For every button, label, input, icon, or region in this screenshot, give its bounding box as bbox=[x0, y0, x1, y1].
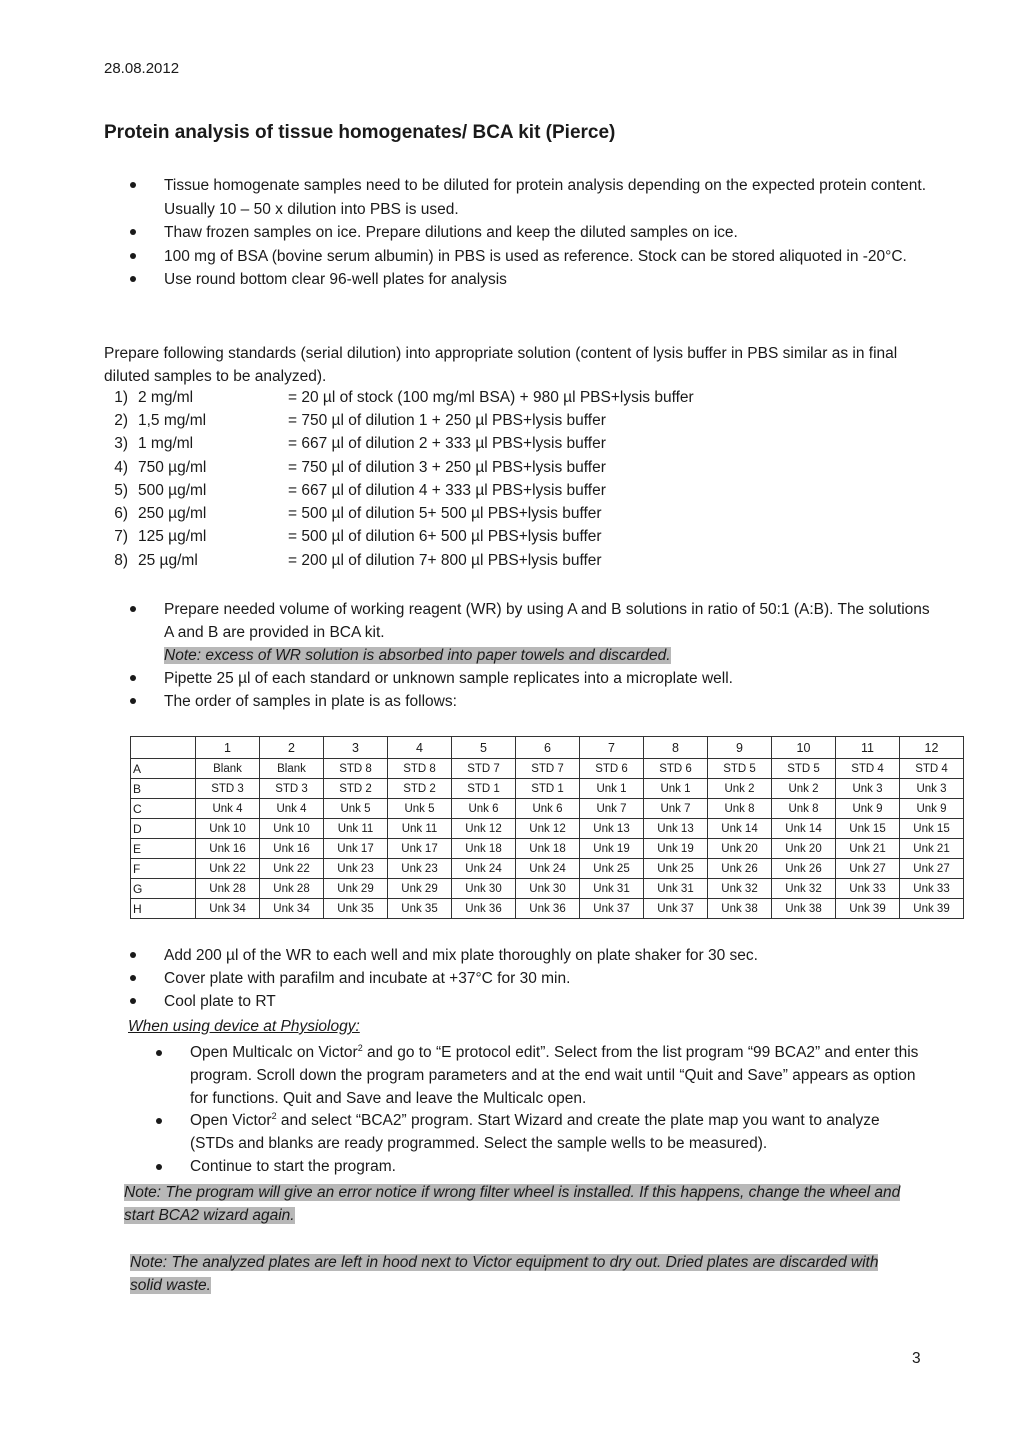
standard-recipe: = 667 µl of dilution 2 + 333 µl PBS+lysis buffer bbox=[288, 435, 606, 453]
well-cell: Unk 39 bbox=[836, 899, 900, 919]
well-cell: Unk 2 bbox=[708, 779, 772, 799]
standard-recipe: = 667 µl of dilution 4 + 333 µl PBS+lysis buffer bbox=[288, 481, 606, 499]
row-label: B bbox=[131, 779, 196, 799]
column-header: 2 bbox=[260, 737, 324, 759]
column-header: 8 bbox=[644, 737, 708, 759]
well-cell: Unk 13 bbox=[580, 819, 644, 839]
well-cell: Unk 34 bbox=[260, 899, 324, 919]
well-cell: Unk 23 bbox=[388, 859, 452, 879]
well-cell: Unk 27 bbox=[900, 859, 964, 879]
well-cell: Unk 11 bbox=[388, 819, 452, 839]
standard-recipe: = 20 µl of stock (100 mg/ml BSA) + 980 µl PBS+lysis buffer bbox=[288, 388, 694, 406]
list-item bbox=[130, 1042, 920, 1110]
text: Open Multicalc on Victor bbox=[190, 1044, 358, 1061]
table-row bbox=[131, 799, 964, 819]
well-cell: STD 2 bbox=[324, 779, 388, 799]
wr-note: Note: excess of WR solution is absorbed into paper towels and discarded. bbox=[164, 647, 671, 664]
well-cell: STD 5 bbox=[708, 759, 772, 779]
well-cell: Unk 22 bbox=[260, 859, 324, 879]
note-text: Note: The analyzed plates are left in hood next to Victor equipment to dry out. Dried plates are discarded with solid waste. bbox=[130, 1254, 879, 1294]
well-cell: Unk 25 bbox=[644, 859, 708, 879]
well-cell: Unk 15 bbox=[900, 819, 964, 839]
column-header: 10 bbox=[772, 737, 836, 759]
standard-number: 4) bbox=[114, 458, 128, 476]
well-cell: Unk 21 bbox=[836, 839, 900, 859]
well-cell: Unk 12 bbox=[516, 819, 580, 839]
list-item: Tissue homogenate samples need to be diluted for protein analysis depending on the expected protein content. Usually 10 – 50 x dilution into PBS is used. bbox=[104, 174, 934, 221]
well-cell: Unk 1 bbox=[644, 779, 708, 799]
column-header: 9 bbox=[708, 737, 772, 759]
page-number: 3 bbox=[912, 1350, 921, 1367]
well-cell: Unk 12 bbox=[452, 819, 516, 839]
column-header: 7 bbox=[580, 737, 644, 759]
well-cell: Unk 38 bbox=[708, 899, 772, 919]
well-cell: STD 1 bbox=[516, 779, 580, 799]
well-cell: Unk 29 bbox=[388, 879, 452, 899]
column-header: 5 bbox=[452, 737, 516, 759]
well-cell: Unk 29 bbox=[324, 879, 388, 899]
table-row bbox=[131, 819, 964, 839]
well-cell: Unk 15 bbox=[836, 819, 900, 839]
standard-number: 5) bbox=[114, 481, 128, 499]
well-cell: Unk 1 bbox=[580, 779, 644, 799]
intro-bullet-list bbox=[104, 174, 934, 292]
row-label: E bbox=[131, 839, 196, 859]
well-cell: Unk 19 bbox=[580, 839, 644, 859]
well-cell: Unk 36 bbox=[452, 899, 516, 919]
well-cell: Unk 14 bbox=[708, 819, 772, 839]
well-cell: STD 4 bbox=[836, 759, 900, 779]
well-cell: Unk 24 bbox=[516, 859, 580, 879]
standard-row bbox=[104, 502, 694, 525]
table-row bbox=[131, 859, 964, 879]
well-cell: STD 2 bbox=[388, 779, 452, 799]
well-cell: Unk 31 bbox=[580, 879, 644, 899]
well-cell: Unk 36 bbox=[516, 899, 580, 919]
well-cell: Unk 5 bbox=[324, 799, 388, 819]
row-label: H bbox=[131, 899, 196, 919]
list-item bbox=[130, 1110, 920, 1156]
wr-text: Prepare needed volume of working reagent (WR) by using A and B solutions in ratio of 50:1 (A:B). The solutions A and B are provided in BCA kit. bbox=[164, 601, 930, 641]
well-cell: Unk 37 bbox=[644, 899, 708, 919]
well-cell: Unk 4 bbox=[196, 799, 260, 819]
well-cell: Blank bbox=[260, 759, 324, 779]
well-cell: Unk 39 bbox=[900, 899, 964, 919]
well-cell: Blank bbox=[196, 759, 260, 779]
column-header: 4 bbox=[388, 737, 452, 759]
table-row bbox=[131, 899, 964, 919]
well-cell: Unk 2 bbox=[772, 779, 836, 799]
well-cell: Unk 33 bbox=[900, 879, 964, 899]
column-header: 3 bbox=[324, 737, 388, 759]
text: and go to “E protocol edit”. Select from the list program “99 BCA2” and enter this program. Scroll down the program parameters and at the end wait until “Quit and Save” appears as option for functions. Quit and Save and leave the Multicalc open. bbox=[190, 1044, 919, 1107]
well-cell: Unk 16 bbox=[196, 839, 260, 859]
well-cell: Unk 27 bbox=[836, 859, 900, 879]
standard-number: 2) bbox=[114, 411, 128, 429]
well-cell: Unk 33 bbox=[836, 879, 900, 899]
list-item: Pipette 25 µl of each standard or unknown sample replicates into a microplate well. bbox=[104, 667, 934, 690]
superscript: 2 bbox=[271, 1111, 277, 1122]
row-label: A bbox=[131, 759, 196, 779]
well-cell: Unk 18 bbox=[452, 839, 516, 859]
well-cell: STD 1 bbox=[452, 779, 516, 799]
standard-number: 7) bbox=[114, 528, 128, 546]
well-cell: Unk 8 bbox=[772, 799, 836, 819]
standard-number: 6) bbox=[114, 505, 128, 523]
standard-concentration: 25 µg/ml bbox=[138, 551, 198, 569]
standards-intro: Prepare following standards (serial dilution) into appropriate solution (content of lysis buffer in PBS similar as in final diluted samples to be analyzed). bbox=[104, 345, 898, 385]
list-item: Cool plate to RT bbox=[104, 990, 934, 1013]
list-item bbox=[104, 598, 934, 667]
standard-recipe: = 500 µl of dilution 5+ 500 µl PBS+lysis buffer bbox=[288, 505, 602, 523]
table-row bbox=[131, 779, 964, 799]
well-cell: Unk 17 bbox=[388, 839, 452, 859]
standard-concentration: 1 mg/ml bbox=[138, 435, 194, 453]
document-date: 28.08.2012 bbox=[104, 60, 180, 77]
well-cell: Unk 20 bbox=[708, 839, 772, 859]
standard-concentration: 2 mg/ml bbox=[138, 388, 194, 406]
well-cell: Unk 30 bbox=[516, 879, 580, 899]
well-cell: Unk 9 bbox=[900, 799, 964, 819]
well-cell: STD 3 bbox=[260, 779, 324, 799]
standard-recipe: = 750 µl of dilution 3 + 250 µl PBS+lysis buffer bbox=[288, 458, 606, 476]
standard-row bbox=[104, 409, 694, 432]
well-cell: Unk 26 bbox=[772, 859, 836, 879]
standard-concentration: 1,5 mg/ml bbox=[138, 411, 207, 429]
well-cell: STD 8 bbox=[324, 759, 388, 779]
table-header-row bbox=[131, 737, 964, 759]
standard-concentration: 125 µg/ml bbox=[138, 528, 207, 546]
well-cell: Unk 7 bbox=[644, 799, 708, 819]
row-label: F bbox=[131, 859, 196, 879]
well-cell: Unk 14 bbox=[772, 819, 836, 839]
well-cell: Unk 11 bbox=[324, 819, 388, 839]
standard-row bbox=[104, 549, 694, 572]
list-item: Use round bottom clear 96-well plates for analysis bbox=[104, 268, 934, 292]
column-header: 11 bbox=[836, 737, 900, 759]
well-cell: STD 7 bbox=[452, 759, 516, 779]
plate-layout-table bbox=[130, 736, 964, 919]
note-disposal bbox=[130, 1251, 890, 1297]
well-cell: Unk 6 bbox=[452, 799, 516, 819]
well-cell: Unk 26 bbox=[708, 859, 772, 879]
list-item: Add 200 µl of the WR to each well and mix plate thoroughly on plate shaker for 30 sec. bbox=[104, 944, 934, 967]
table-row bbox=[131, 839, 964, 859]
well-cell: Unk 10 bbox=[260, 819, 324, 839]
standard-concentration: 250 µg/ml bbox=[138, 505, 207, 523]
standard-concentration: 500 µg/ml bbox=[138, 481, 207, 499]
standard-number: 3) bbox=[114, 435, 128, 453]
page-title: Protein analysis of tissue homogenates/ BCA kit (Pierce) bbox=[104, 122, 616, 143]
well-cell: Unk 30 bbox=[452, 879, 516, 899]
well-cell: Unk 9 bbox=[836, 799, 900, 819]
well-cell: Unk 35 bbox=[388, 899, 452, 919]
well-cell: Unk 21 bbox=[900, 839, 964, 859]
well-cell: Unk 25 bbox=[580, 859, 644, 879]
standard-concentration: 750 µg/ml bbox=[138, 458, 207, 476]
standard-row bbox=[104, 526, 694, 549]
note-text: Note: The program will give an error notice if wrong filter wheel is installed. If this happens, change the wheel and start BCA2 wizard again. bbox=[124, 1184, 901, 1224]
list-item: 100 mg of BSA (bovine serum albumin) in PBS is used as reference. Stock can be stored aliquoted in -20°C. bbox=[104, 245, 934, 269]
standard-recipe: = 500 µl of dilution 6+ 500 µl PBS+lysis buffer bbox=[288, 528, 602, 546]
list-item: Thaw frozen samples on ice. Prepare dilutions and keep the diluted samples on ice. bbox=[104, 221, 934, 245]
well-cell: STD 3 bbox=[196, 779, 260, 799]
text: and select “BCA2” program. Start Wizard and create the plate map you want to analyze (STDs and blanks are ready programmed. Select the sample wells to be measured). bbox=[190, 1112, 880, 1153]
well-cell: Unk 34 bbox=[196, 899, 260, 919]
superscript: 2 bbox=[357, 1043, 363, 1053]
well-cell: STD 7 bbox=[516, 759, 580, 779]
incubation-list bbox=[104, 944, 934, 1013]
well-cell: Unk 13 bbox=[644, 819, 708, 839]
well-cell: Unk 22 bbox=[196, 859, 260, 879]
standard-recipe: = 750 µl of dilution 1 + 250 µl PBS+lysis buffer bbox=[288, 411, 606, 429]
standard-row bbox=[104, 433, 694, 456]
standard-row bbox=[104, 456, 694, 479]
standard-recipe: = 200 µl of dilution 7+ 800 µl PBS+lysis buffer bbox=[288, 551, 602, 569]
well-cell: Unk 4 bbox=[260, 799, 324, 819]
row-label: D bbox=[131, 819, 196, 839]
well-cell: Unk 24 bbox=[452, 859, 516, 879]
corner-cell bbox=[131, 737, 196, 759]
well-cell: Unk 3 bbox=[900, 779, 964, 799]
standard-number: 8) bbox=[114, 551, 128, 569]
well-cell: Unk 5 bbox=[388, 799, 452, 819]
column-header: 6 bbox=[516, 737, 580, 759]
well-cell: Unk 6 bbox=[516, 799, 580, 819]
row-label: C bbox=[131, 799, 196, 819]
table-row bbox=[131, 879, 964, 899]
well-cell: Unk 28 bbox=[196, 879, 260, 899]
well-cell: Unk 10 bbox=[196, 819, 260, 839]
well-cell: Unk 17 bbox=[324, 839, 388, 859]
well-cell: Unk 16 bbox=[260, 839, 324, 859]
column-header: 1 bbox=[196, 737, 260, 759]
standards-list bbox=[104, 386, 694, 572]
standard-row bbox=[104, 479, 694, 502]
physiology-heading: When using device at Physiology: bbox=[128, 1018, 360, 1035]
standard-row bbox=[104, 386, 694, 409]
list-item: Cover plate with parafilm and incubate at +37°C for 30 min. bbox=[104, 967, 934, 990]
well-cell: Unk 23 bbox=[324, 859, 388, 879]
column-header: 12 bbox=[900, 737, 964, 759]
well-cell: Unk 32 bbox=[772, 879, 836, 899]
list-item: Continue to start the program. bbox=[130, 1156, 920, 1179]
list-item: The order of samples in plate is as follows: bbox=[104, 690, 934, 713]
text: Open Victor bbox=[190, 1112, 272, 1130]
note-filter-wheel bbox=[124, 1181, 924, 1227]
well-cell: STD 8 bbox=[388, 759, 452, 779]
well-cell: Unk 28 bbox=[260, 879, 324, 899]
physiology-list bbox=[130, 1042, 920, 1179]
well-cell: Unk 20 bbox=[772, 839, 836, 859]
well-cell: Unk 38 bbox=[772, 899, 836, 919]
well-cell: Unk 18 bbox=[516, 839, 580, 859]
well-cell: Unk 32 bbox=[708, 879, 772, 899]
well-cell: Unk 35 bbox=[324, 899, 388, 919]
row-label: G bbox=[131, 879, 196, 899]
well-cell: Unk 37 bbox=[580, 899, 644, 919]
table-row bbox=[131, 759, 964, 779]
standard-number: 1) bbox=[114, 388, 128, 406]
well-cell: Unk 19 bbox=[644, 839, 708, 859]
well-cell: Unk 31 bbox=[644, 879, 708, 899]
well-cell: Unk 8 bbox=[708, 799, 772, 819]
well-cell: STD 5 bbox=[772, 759, 836, 779]
well-cell: STD 6 bbox=[644, 759, 708, 779]
well-cell: Unk 7 bbox=[580, 799, 644, 819]
well-cell: Unk 3 bbox=[836, 779, 900, 799]
working-reagent-list bbox=[104, 598, 934, 713]
well-cell: STD 6 bbox=[580, 759, 644, 779]
well-cell: STD 4 bbox=[900, 759, 964, 779]
